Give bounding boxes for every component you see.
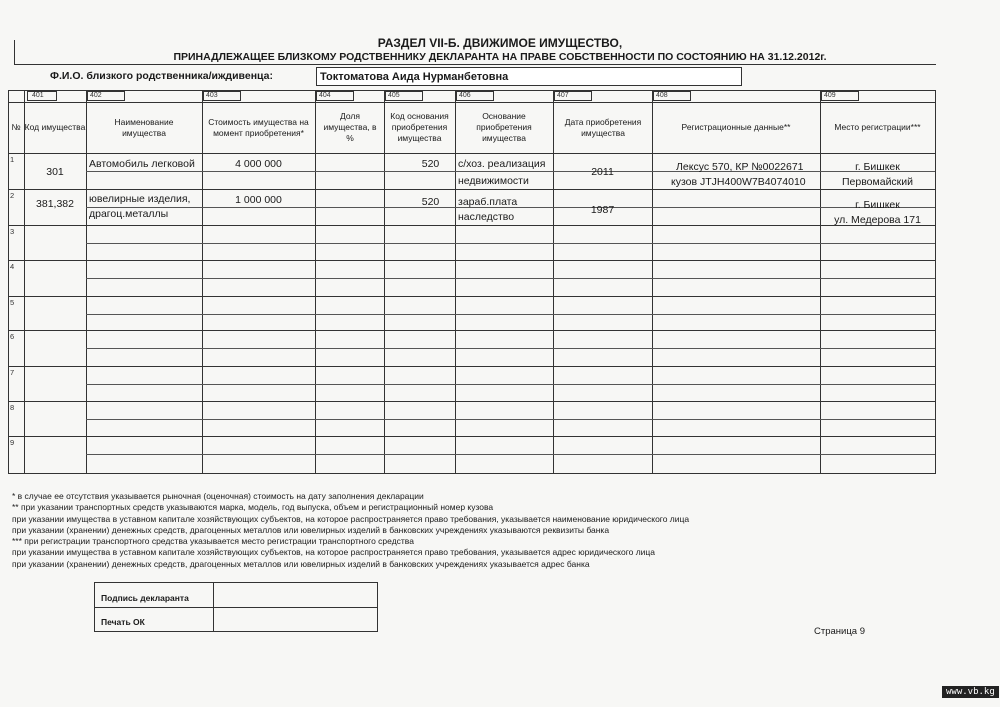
colnum-407: 407	[557, 92, 569, 99]
colnum-403: 403	[206, 92, 218, 99]
colnum-405: 405	[388, 92, 400, 99]
row2-property-cost: 1 000 000	[235, 194, 282, 206]
footnote-line: при указании имущества в уставном капитале хозяйствующих субъектов, на которое распространяется право требования, указывается наименование юридического лица	[12, 513, 690, 524]
row1-basis-line1: с/хоз. реализация	[458, 158, 546, 170]
signature-block	[94, 582, 378, 632]
row1-registration-line2: кузов JTJH400W7B4074010	[671, 176, 806, 188]
header-share: Доля имущества, в %	[323, 111, 377, 143]
watermark: www.vb.kg	[942, 686, 999, 698]
row2-basis-line1: зараб.плата	[458, 196, 518, 208]
row2-basis-line2: наследство	[458, 211, 515, 223]
property-table	[8, 90, 936, 474]
row2-basis-code: 520	[421, 196, 440, 208]
footnote-line: *** при регистрации транспортного средства указывается место регистрации транспортного средства	[12, 536, 414, 547]
row2-acquisition-date: 1987	[590, 204, 615, 216]
row1-place-line2: Первомайский	[841, 176, 914, 188]
row2-property-code: 381,382	[36, 198, 74, 210]
row2-name-line1: ювелирные изделия,	[89, 193, 191, 205]
signature-label: Подпись декларанта	[101, 593, 189, 603]
row2-name-line2: драгоц.металлы	[89, 208, 169, 220]
row-number: 1	[10, 155, 15, 164]
row1-property-name: Автомобиль легковой	[89, 158, 195, 170]
row-number: 9	[10, 438, 15, 447]
row-number: 8	[10, 403, 15, 412]
footnote-line: при указании имущества в уставном капитале хозяйствующих субъектов, на которое распространяется право требования, указывается адрес юридического лица	[12, 547, 656, 558]
footnote-line: при указании (хранении) денежных средств, драгоценных металлов или ювелирных изделий в банковских учреждениях указывается адрес банка	[12, 558, 590, 569]
row1-property-cost: 4 000 000	[235, 158, 282, 170]
footnote-line: при указании (хранении) денежных средств, драгоценных металлов или ювелирных изделий в банковских учреждениях указываются реквизиты банка	[12, 524, 610, 535]
colnum-404: 404	[319, 92, 331, 99]
row1-basis-line2: недвижимости	[458, 175, 529, 187]
header-acquisition-date: Дата приобретения имущества	[564, 116, 642, 138]
header-separator	[14, 64, 936, 65]
header-number: №	[11, 122, 21, 132]
relative-name-field: Токтоматова Аида Нурманбетовна	[316, 67, 742, 86]
colnum-406: 406	[459, 92, 471, 99]
footnote-line: * в случае ее отсутствия указывается рыночная (оценочная) стоимость на дату заполнения декларации	[12, 491, 424, 501]
header-registration-place: Место регистрации***	[834, 122, 921, 132]
stamp-label: Печать ОК	[101, 617, 145, 627]
colnum-401: 401	[32, 92, 44, 99]
row2-place-line1: г. Бишкек	[855, 199, 900, 211]
colnum-408: 408	[656, 92, 668, 99]
row-number: 2	[10, 191, 15, 200]
footnote-line: ** при указании транспортных средств указываются марка, модель, год выпуска, объем и регистрационный номер кузова	[12, 502, 494, 513]
header-basis-code: Код основания приобретения имущества	[390, 111, 449, 143]
header-left-border	[14, 40, 15, 64]
row-number: 4	[10, 262, 15, 271]
header-registration-data: Регистрационные данные**	[681, 122, 791, 132]
colnum-409: 409	[824, 92, 836, 99]
row1-property-code: 301	[46, 166, 64, 178]
page-number: Страница 9	[814, 626, 865, 637]
row-number: 7	[10, 368, 15, 377]
header-property-code: Код имущества	[24, 122, 86, 132]
row2-place-line2: ул. Медерова 171	[834, 214, 921, 226]
row1-basis-code: 520	[421, 158, 440, 170]
header-property-name: Наименование имущества	[114, 116, 174, 138]
header-property-cost: Стоимость имущества на момент приобретения*	[208, 116, 309, 138]
row-number: 5	[10, 298, 15, 307]
footnotes	[12, 491, 912, 570]
header-basis: Основание приобретения имущества	[476, 111, 532, 143]
colnum-402: 402	[90, 92, 102, 99]
relative-name-label: Ф.И.О. близкого родственника/иждивенца:	[50, 70, 273, 82]
row-number: 3	[10, 227, 15, 236]
section-title: РАЗДЕЛ VII-Б. ДВИЖИМОЕ ИМУЩЕСТВО,	[377, 36, 623, 50]
section-subtitle: ПРИНАДЛЕЖАЩЕЕ БЛИЗКОМУ РОДСТВЕННИКУ ДЕКЛАРАНТА НА ПРАВЕ СОБСТВЕННОСТИ ПО СОСТОЯНИЮ НА 31.12.2012г.	[173, 51, 827, 63]
row1-registration-line1: Лексус 570, КР №0022671	[676, 161, 804, 173]
row-number: 6	[10, 332, 15, 341]
row1-place-line1: г. Бишкек	[855, 161, 900, 173]
row1-acquisition-date: 2011	[591, 166, 614, 178]
